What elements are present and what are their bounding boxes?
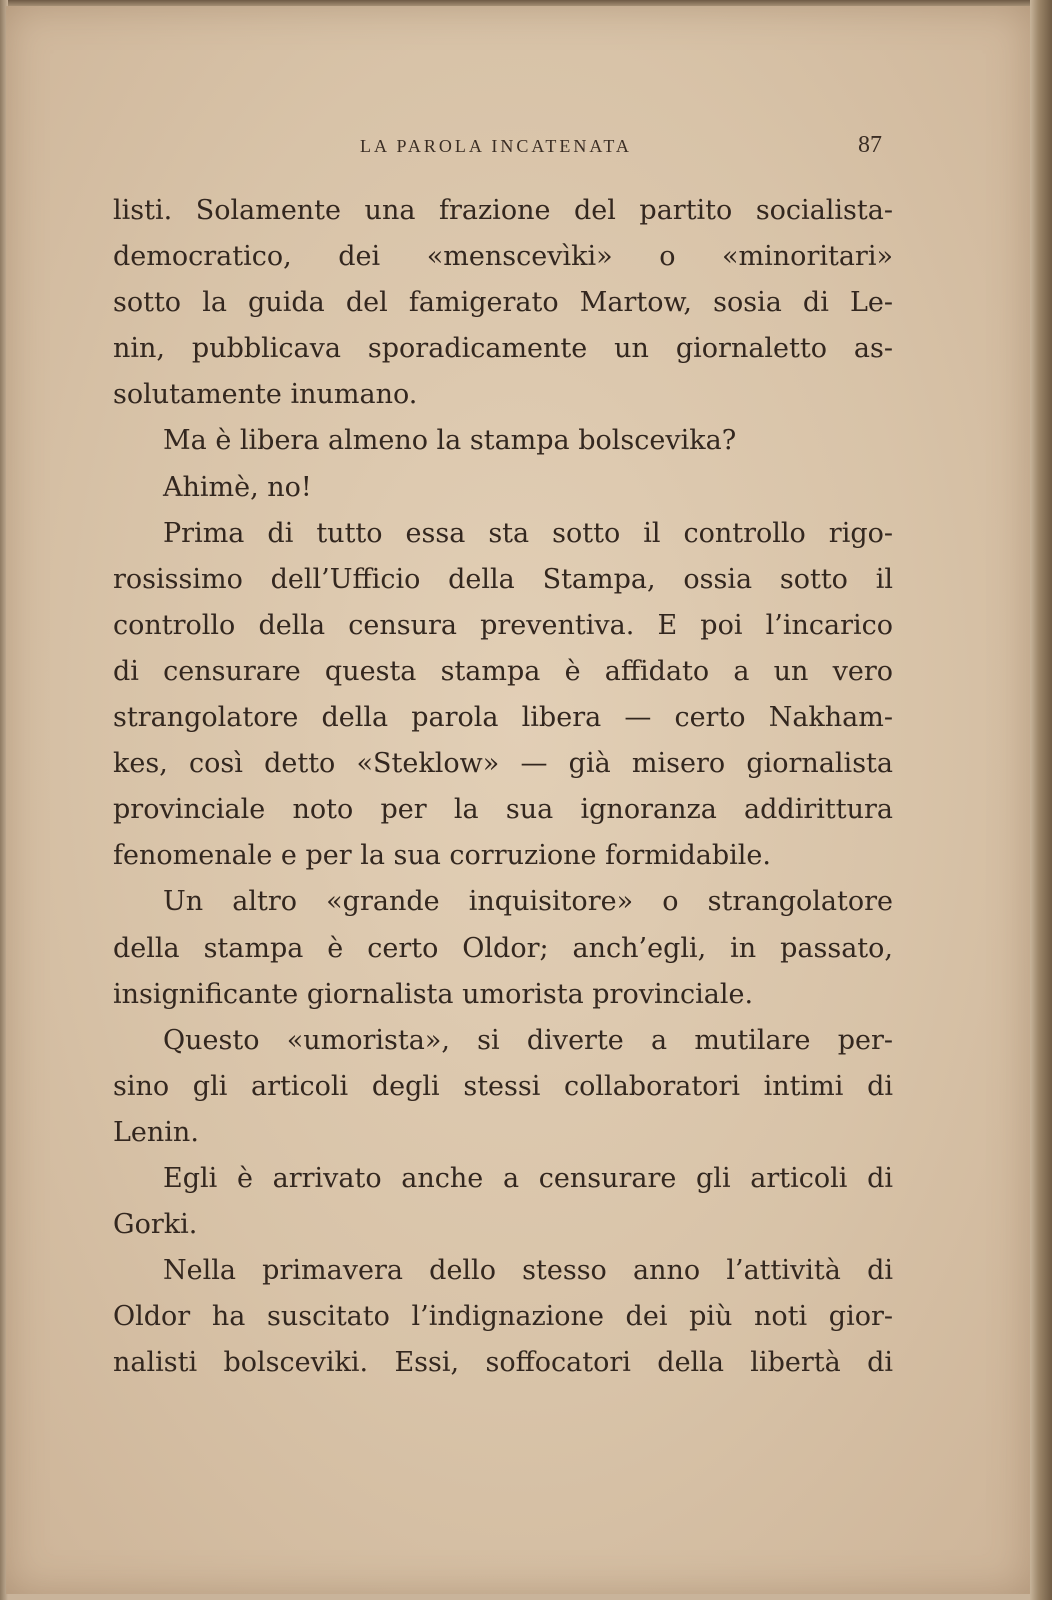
body-text bbox=[113, 188, 893, 1386]
text-line: Prima di tutto essa sta sotto il controllo rigo- bbox=[163, 517, 893, 549]
text-line: di censurare questa stampa è affidato a un vero bbox=[113, 655, 893, 687]
book-spine-edge bbox=[1030, 0, 1052, 1600]
text-line: sotto la guida del famigerato Martow, sosia di Le- bbox=[113, 287, 893, 319]
text-line: rosissimo dell’Ufficio della Stampa, ossia sotto il bbox=[113, 563, 893, 595]
text-line: Nella primavera dello stesso anno l’attività di bbox=[163, 1255, 893, 1287]
page-header bbox=[0, 132, 1052, 166]
text-line: insignificante giornalista umorista provinciale. bbox=[113, 978, 754, 1010]
text-line: strangolatore della parola libera — certo Nakham- bbox=[113, 702, 893, 734]
text-line: Un altro «grande inquisitore» o strangolatore bbox=[163, 886, 893, 918]
text-line: Lenin. bbox=[113, 1116, 199, 1148]
page-number: 87 bbox=[858, 132, 882, 158]
text-line: Ma è libera almeno la stampa bolscevika? bbox=[163, 425, 737, 457]
text-line: Egli è arrivato anche a censurare gli articoli di bbox=[163, 1162, 893, 1194]
text-line: Questo «umorista», si diverte a mutilare per- bbox=[163, 1024, 893, 1056]
text-line: democratico, dei «menscevìki» o «minoritari» bbox=[113, 241, 893, 273]
text-line: nin, pubblicava sporadicamente un giornaletto as- bbox=[113, 333, 893, 365]
text-line: fenomenale e per la sua corruzione formidabile. bbox=[113, 840, 771, 872]
text-line: nalisti bolsceviki. Essi, soffocatori della libertà di bbox=[113, 1347, 893, 1379]
text-line: listi. Solamente una frazione del partito socialista- bbox=[113, 195, 893, 226]
text-line: kes, così detto «Steklow» — già misero giornalista bbox=[113, 748, 893, 780]
text-line: Ahimè, no! bbox=[163, 471, 312, 503]
text-line: sino gli articoli degli stessi collaboratori intimi di bbox=[113, 1070, 893, 1102]
text-line: solutamente inumano. bbox=[113, 379, 418, 411]
text-line: provinciale noto per la sua ignoranza addirittura bbox=[113, 794, 893, 826]
text-line: Gorki. bbox=[113, 1209, 198, 1241]
text-line: Oldor ha suscitato l’indignazione dei più noti gior- bbox=[113, 1301, 893, 1333]
text-line: della stampa è certo Oldor; anch’egli, in passato, bbox=[113, 932, 893, 964]
text-line: controllo della censura preventiva. E poi l’incarico bbox=[113, 609, 893, 641]
running-title: LA PAROLA INCATENATA bbox=[360, 136, 632, 156]
